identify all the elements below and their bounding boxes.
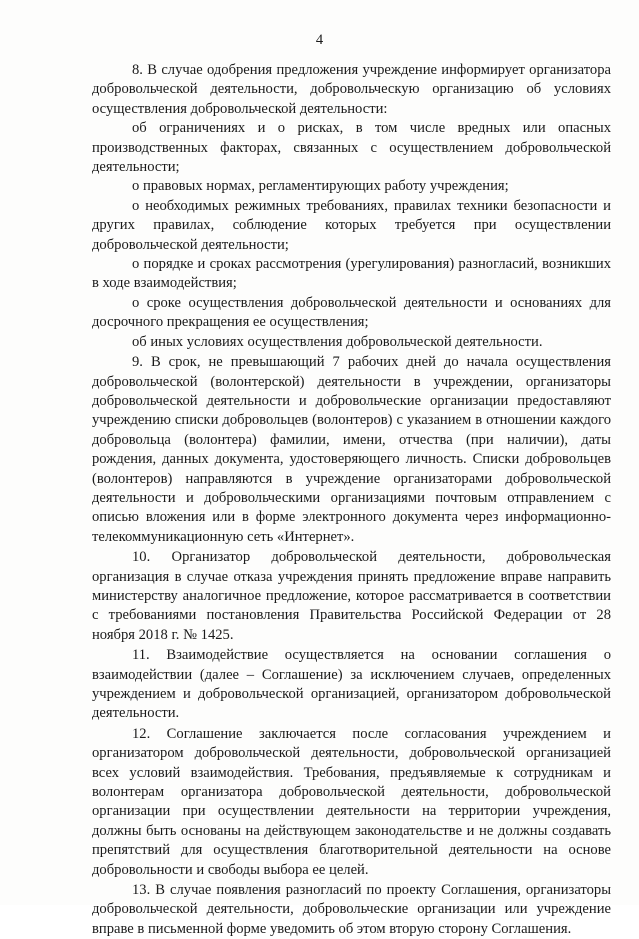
list-item-safety-requirements: о необходимых режимных требованиях, правилах техники безопасности и других правилах, соблюдение которых требуется при осуществлении добровольческой деятельности; xyxy=(92,197,611,253)
paragraph-8-intro: 8. В случае одобрения предложения учреждение информирует организатора добровольческой деятельности, добровольческую организацию об условиях осуществления добровольческой деятельности: xyxy=(92,62,611,117)
list-item-disputes: о порядке и сроках рассмотрения (урегулирования) разногласий, возникших в ходе взаимодействия; xyxy=(92,256,611,292)
document-body xyxy=(92,61,611,939)
paragraph-13: 13. В случае появления разногласий по проекту Соглашения, организаторы добровольческой деятельности, добровольческие организации или учреждение вправе в письменной форме уведомить об этом вторую сторону Соглашения. xyxy=(92,882,611,937)
list-item-risks: об ограничениях и о рисках, в том числе вредных или опасных производственных факторах, связанных с осуществлением добровольческой деятельности; xyxy=(92,120,611,176)
list-item-other-conditions: об иных условиях осуществления добровольческой деятельности. xyxy=(132,333,543,350)
paragraph-12: 12. Соглашение заключается после согласования учреждением и организатором добровольческой деятельности, добровольческой организацией всех условий взаимодействия. Требования, предъявляемые к сотрудникам и волонтерам организатора добровольческой деятельности, добровольческой организации при осуществлении деятельности на территории учреждения, должны быть основаны на действующем законодательстве и не должны создавать препятствий для осуществления благотворительной деятельности на основе добровольности и свободы выбора ее целей. xyxy=(92,725,611,878)
page-number: 4 xyxy=(315,32,324,48)
list-item-term: о сроке осуществления добровольческой деятельности и основаниях для досрочного прекращения ее осуществления; xyxy=(92,294,611,331)
paragraph-10: 10. Организатор добровольческой деятельности, добровольческая организация в случае отказа учреждения принять предложение вправе направить министерству аналогичное предложение, которое рассматривается в соответствии с требованиями постановления Правительства Российской Федерации от 28 ноября 2018 г. № 1425. xyxy=(92,549,611,643)
paragraph-9: 9. В срок, не превышающий 7 рабочих дней до начала осуществления добровольческой (волонтерской) деятельности в учреждении, организаторы добровольческой деятельности и добровольческие организации предоставляют учреждению списки добровольцев (волонтеров) с указанием в отношении каждого добровольца (волонтера) фамилии, имени, отчества (при наличии), даты рождения, данных документа, удостоверяющего личность. Списки добровольцев (волонтеров) направляются в учреждение организаторами добровольческой деятельности и добровольческими организациями почтовым отправлением с описью вложения или в форме электронного документа через информационно-телекоммуникационную сеть «Интернет». xyxy=(92,354,611,545)
paragraph-11: 11. Взаимодействие осуществляется на основании соглашения о взаимодействии (далее – Соглашение) за исключением случаев, определенных учреждением и добровольческой организацией, организатором добровольческой деятельности. xyxy=(92,647,611,722)
list-item-legal-norms: о правовых нормах, регламентирующих работу учреждения; xyxy=(132,178,509,195)
